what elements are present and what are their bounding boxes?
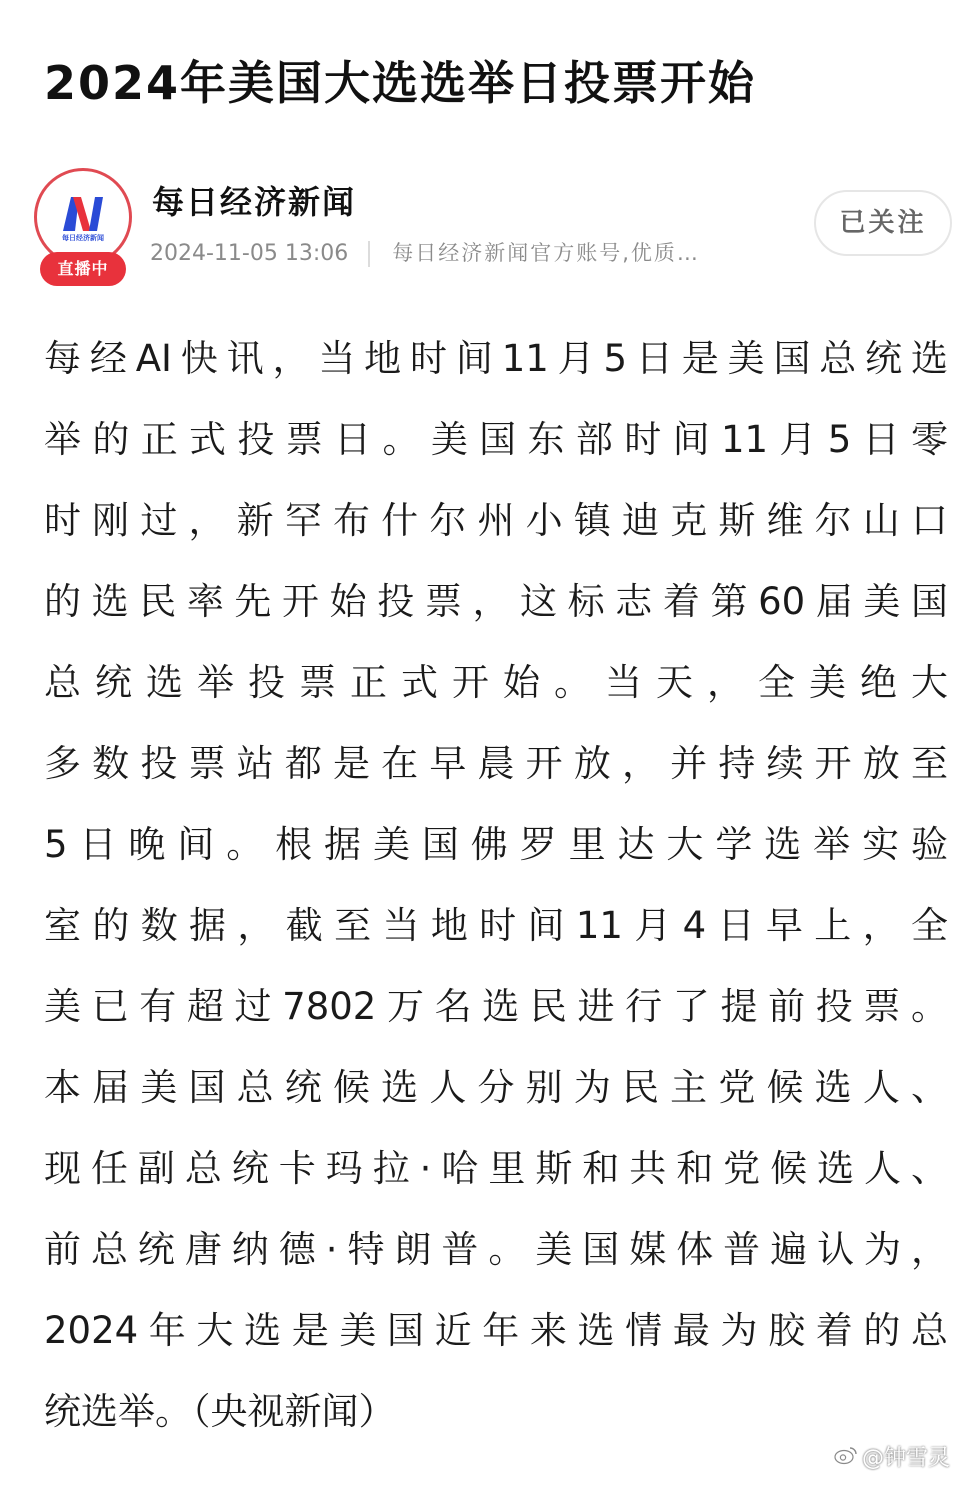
article-line: 2024年大选是美国近年来选情最为胶着的总 bbox=[44, 1309, 948, 1352]
article-line: 时刚过，新罕布什尔州小镇迪克斯维尔山口 bbox=[44, 499, 948, 542]
article-body bbox=[44, 318, 948, 1452]
article-line: 本届美国总统候选人分别为民主党候选人、 bbox=[44, 1066, 948, 1109]
weibo-watermark bbox=[834, 1444, 950, 1474]
article-line: 举的正式投票日。美国东部时间11月5日零 bbox=[44, 418, 948, 461]
article-line: 统选举。（央视新闻） bbox=[44, 1390, 396, 1433]
author-name[interactable]: 每日经济新闻 bbox=[152, 183, 357, 221]
post-meta bbox=[150, 238, 700, 268]
article-line: 室的数据，截至当地时间11月4日早上，全 bbox=[44, 904, 948, 947]
nbd-logo-icon bbox=[61, 193, 107, 233]
author-avatar[interactable] bbox=[34, 168, 138, 286]
author-description: 每日经济新闻官方账号,优质… bbox=[392, 241, 700, 265]
article-line: 前总统唐纳德·特朗普。美国媒体普遍认为， bbox=[44, 1228, 948, 1271]
article-line: 多数投票站都是在早晨开放，并持续开放至 bbox=[44, 742, 948, 785]
article-line: 美已有超过7802万名选民进行了提前投票。 bbox=[44, 985, 948, 1028]
article-line: 总统选举投票正式开始。当天，全美绝大 bbox=[44, 661, 948, 704]
article-line: 的选民率先开始投票，这标志着第60届美国 bbox=[44, 580, 948, 623]
article-title: 2024年美国大选选举日投票开始 bbox=[44, 56, 757, 110]
author-header bbox=[34, 168, 954, 288]
post-datetime: 2024-11-05 13:06 bbox=[150, 241, 349, 266]
meta-divider bbox=[368, 241, 370, 267]
weibo-icon bbox=[834, 1444, 858, 1474]
follow-button[interactable]: 已关注 bbox=[814, 190, 952, 256]
article-line: 每经AI快讯，当地时间11月5日是美国总统选 bbox=[44, 337, 948, 380]
logo-caption: 每日经济新闻 bbox=[62, 234, 104, 242]
article-line: 5日晚间。根据美国佛罗里达大学选举实验 bbox=[44, 823, 948, 866]
live-badge[interactable]: 直播中 bbox=[40, 252, 126, 286]
article-line: 现任副总统卡玛拉·哈里斯和共和党候选人、 bbox=[44, 1147, 948, 1190]
watermark-text: @钟雪灵 bbox=[861, 1446, 950, 1471]
